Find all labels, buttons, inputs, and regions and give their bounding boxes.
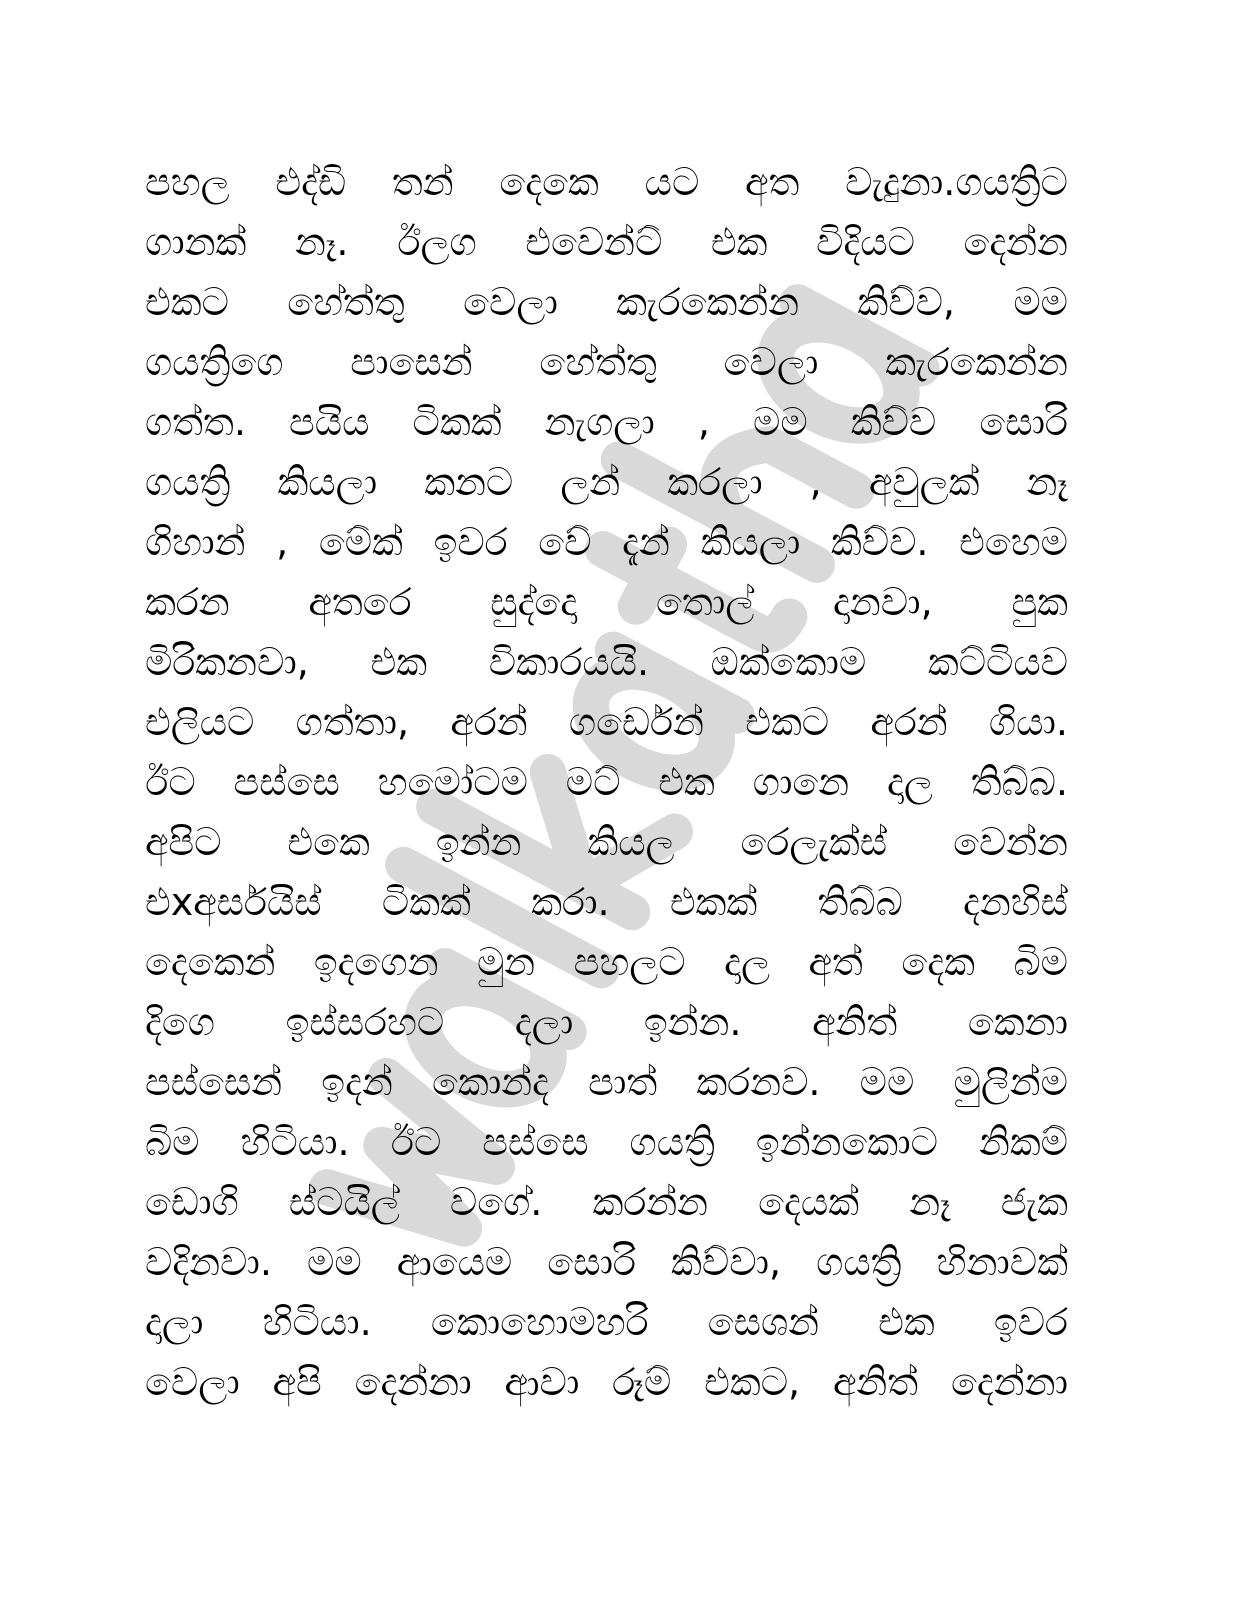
text-line: වදිනවා. මම ආයෙම සොරි කිව්වා, ගයත්‍රි හිනාවක් [145,1240,1068,1284]
text-line: ඊට පස්සෙ හමෝටම මට් එක ගානෙ දාල තිබ්බ. [145,760,1068,804]
text-line: අපිට එකෙ ඉන්න කියල රෙලැක්ස් වෙන්න [145,820,1068,864]
text-line: කරන අතරෙ සුද්දො තොල් දානවා, පුක [145,580,1068,624]
text-line: දාලා හිටියා. කොහොමහරි සෙශන් එක ඉවර [145,1300,1068,1344]
text-line: ඩොගි ස්ටයිල් වගේ. කරන්න දෙයක් නෑ ජැක [145,1180,1068,1224]
text-line: එලියට ගත්තා, අරන් ගර්ඩෙන් එකට අරන් ගියා. [145,700,1068,744]
text-line: ගයත්‍රි කියලා කනට ලන් කරලා , අවුලක් නෑ [145,460,1068,504]
text-line: වෙලා අපි දෙන්නා ආවා රූම් එකට, අනිත් දෙන්නා [145,1360,1068,1404]
text-line: ගිහාන් , මේක් ඉවර වේ දැන් කියලා කිව්ව. එහෙම [145,520,1068,564]
text-line: දෙකෙන් ඉදගෙන මුන පහලට දාල අත් දෙක බිම [145,940,1068,984]
text-line: ගානක් නෑ. ඊලග එවෙන්ට් එක විදියට දෙන්න [145,220,1068,264]
text-line: පස්සෙන් ඉදන් කොන්ද පාත් කරනව. මම මුලින්ම [145,1060,1068,1104]
text-line: පහල එද්ඩි තන් දෙකෙ යට අත වැදුනා.ගයත්‍රිට [145,160,1068,204]
text-line: ගයත්‍රිගෙ පාසෙන් හේත්තු වෙලා කැරකෙන්න [145,340,1068,384]
text-line: ගත්ත. පයිය ටිකක් නැගලා , මම කිව්ව සොරි [145,400,1068,444]
text-line: එxඅර්සයිස් ටිකක් කරා. එකක් තිබ්බ දනහිස් [145,880,1068,924]
page-body-text [145,152,1068,1412]
text-line: එකට හේත්තු වෙලා කැරකෙන්න කිව්ව, මම [145,280,1068,324]
text-line: බිම හිටියා. ඊට පස්සෙ ගයත්‍රි ඉන්නකොට නිකම් [145,1120,1068,1164]
text-line: මිරිකනවා, එක විකාරයයි. ඔක්කොම කට්ටියව [145,640,1068,684]
text-line: දිගෙ ඉස්සරහට දලා ඉන්න. අනිත් කෙනා [145,1000,1068,1044]
